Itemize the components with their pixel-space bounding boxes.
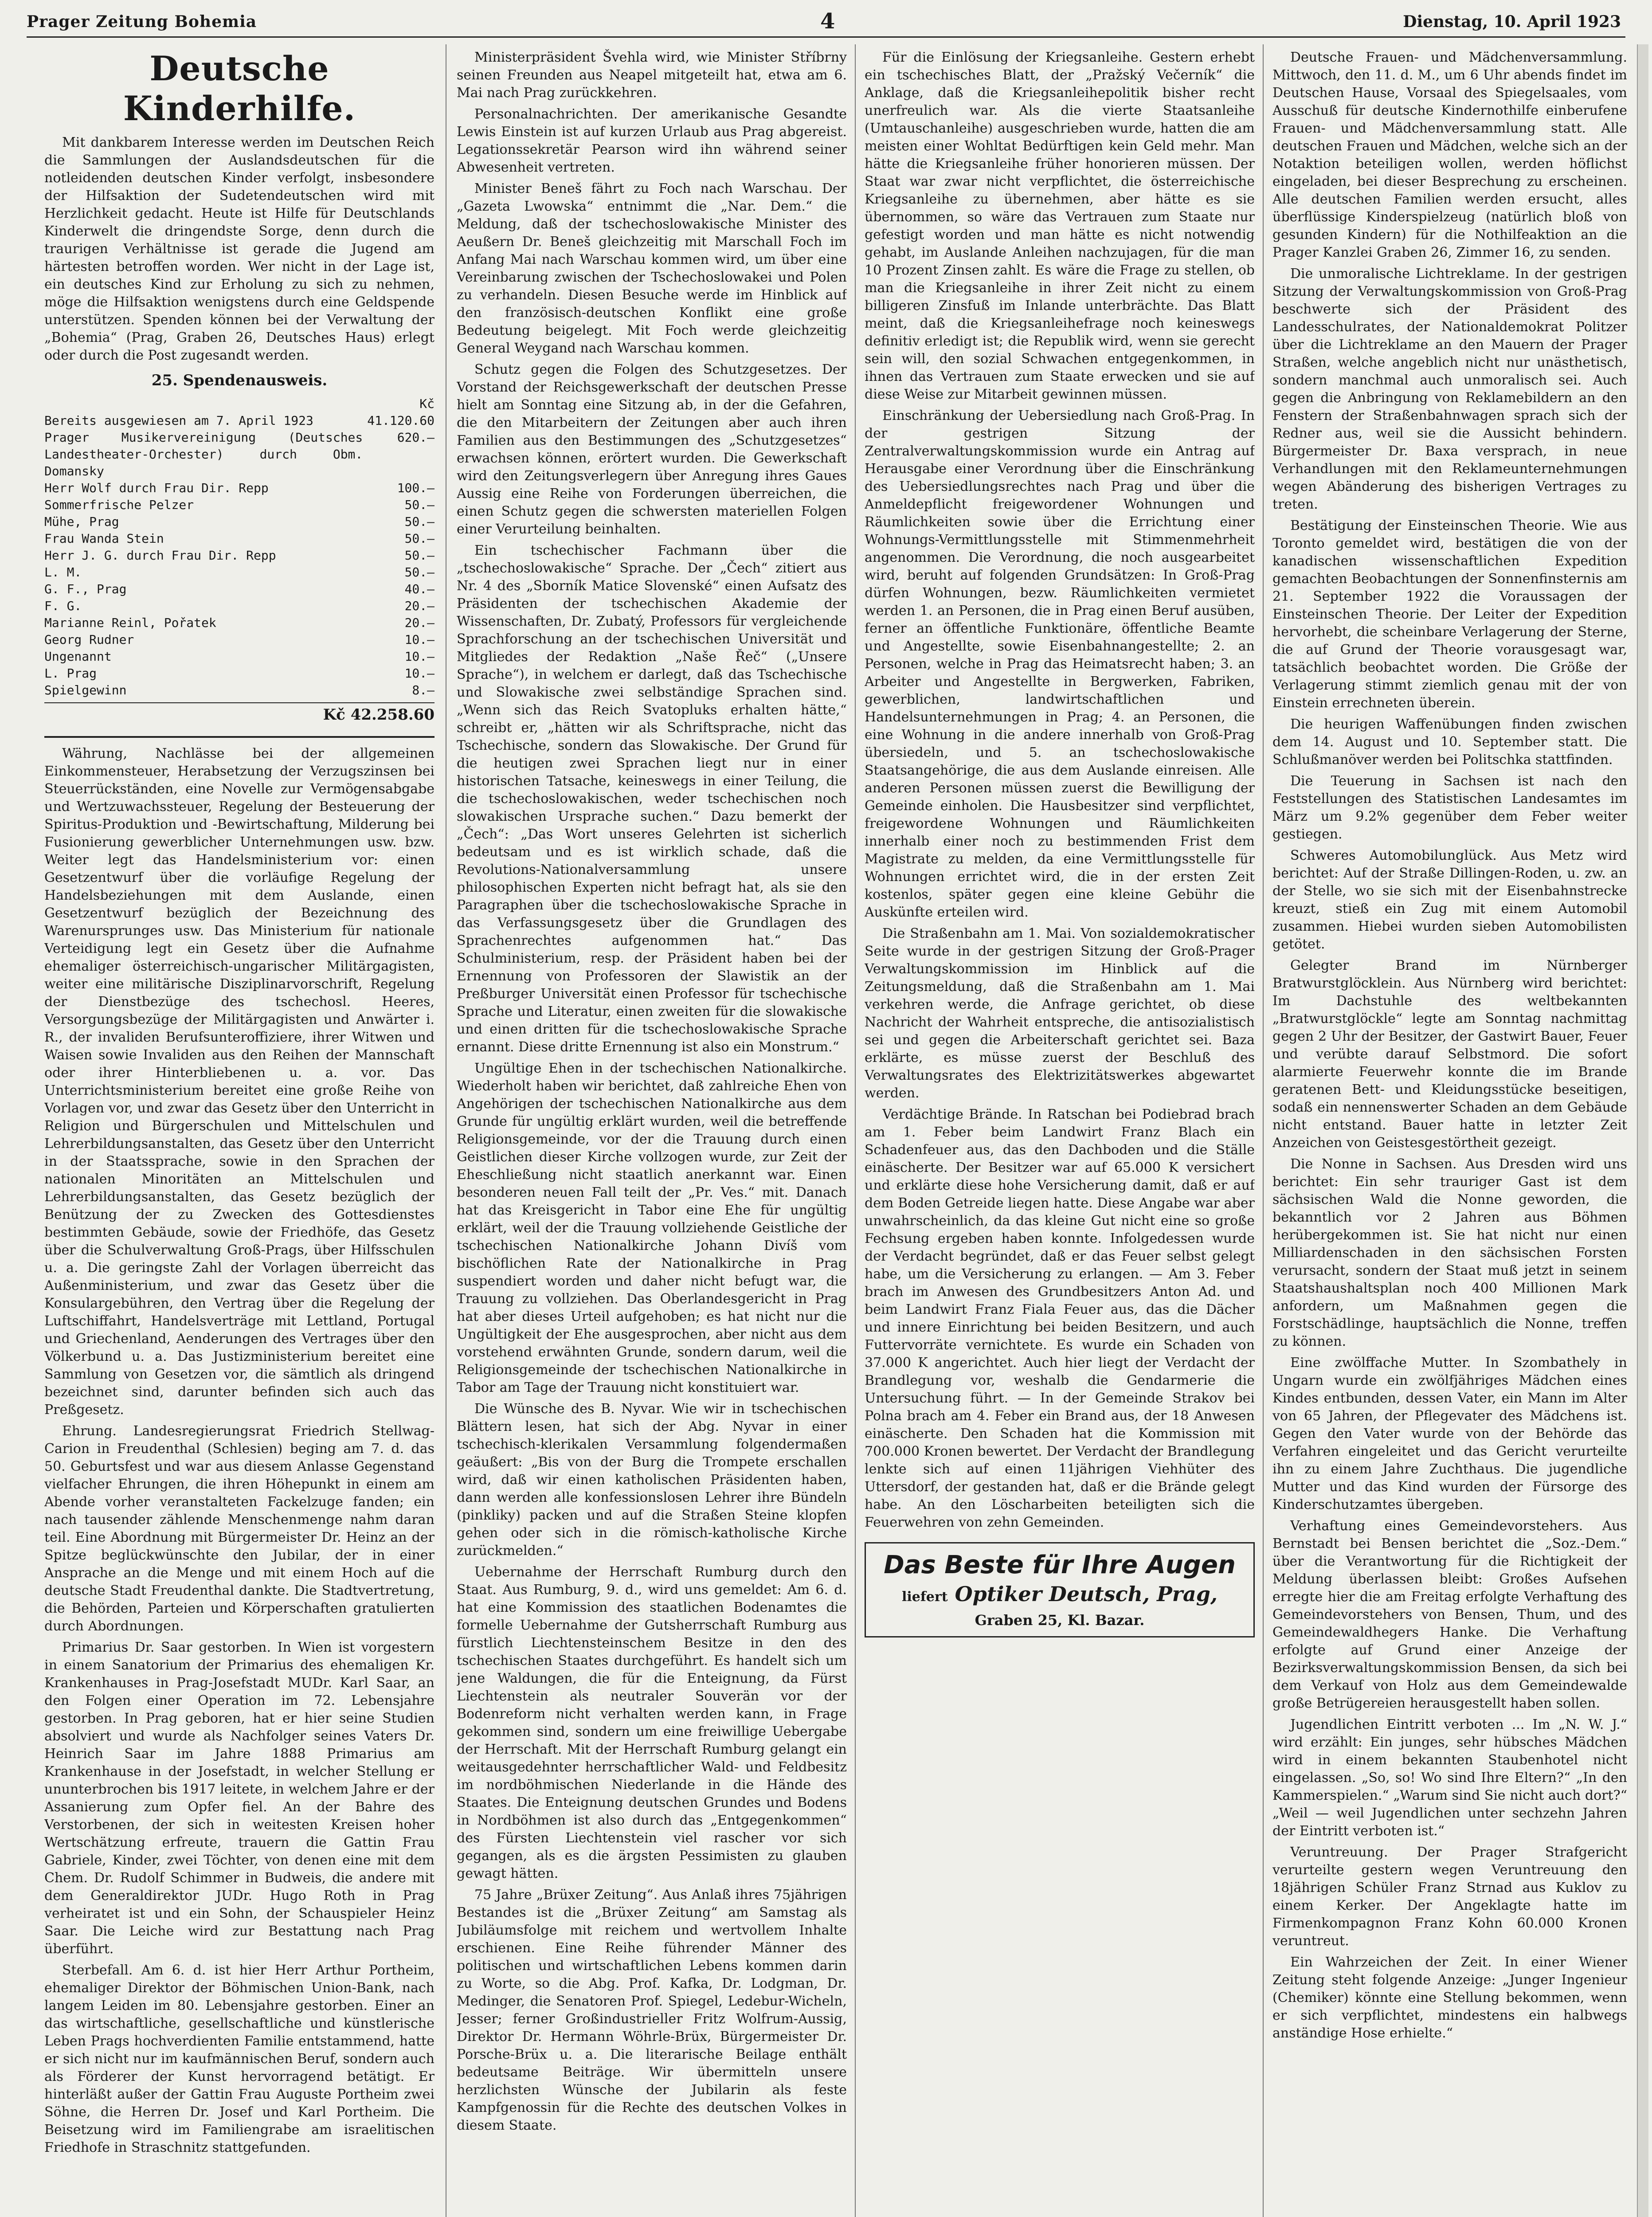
donation-amount: 100.—	[397, 481, 435, 495]
news-paragraph: Währung, Nachlässe bei der allgemeinen Einkommensteuer, Herabsetzung der Verzugszinsen bei Steuerrückständen, eine Novelle zur Vermögensabgabe und Wertzuwachssteuer, Regelung der Besteuerung der Spiritus-Produktion und -Bewirtschaftung, Milderung bei Fusionierung gewerblicher Unternehmungen usw. bzw. Weiter legt das Handelsministerium vor: einen Gesetzentwurf über die vorläufige Regelung der Handelsbeziehungen mit dem Auslande, einen Gesetzentwurf bezüglich der Bezeichnung des Warenursprunges usw. Das Ministerium für nationale Verteidigung legt ein Gesetz über die Aufnahme ehemaliger österreichisch-ungarischer Militärgagisten, weiter eine militärische Disziplinarvorschrift, Regelung der Dienstbezüge des tschechosl. Heeres, Versorgungsbezüge der Militärgagisten und Anwärter i. R., der invaliden Berufsunteroffiziere, ihrer Witwen und Waisen sowie Invaliden aus den Reihen der Mannschaft oder ihrer Hinterbliebenen u. a. vor. Das Unterrichtsministerium bereitet eine große Reihe von Vorlagen vor, und zwar das Gesetz über den Unterricht in Religion und Bürgerschulen und Mittelschulen und Lehrerbildungsanstalten, das Gesetz über den Unterricht in der Staatssprache, sowie in den Sprachen der nationalen Minoritäten an Mittelschulen und Lehrerbildungsanstalten, das Gesetz bezüglich der Benützung der zu Zwecken des Gottesdienstes bestimmten Gebäude, sowie der Friedhöfe, das Gesetz über die Schulverwaltung Groß-Prags, über Hilfsschulen u. a. Die geringste Zahl der Vorlagen überreicht das Außenministerium, und zwar das Gesetz über die Konsulargebühren, den Vertrag über die Regelung der Luftschiffahrt, Handelsverträge mit Lettland, Portugal und Griechenland, Aenderungen des Vertrages über den Völkerbund u. a. Das Justizministerium bereitet eine Sammlung von Gesetzen vor, die sämtlich als dringend bezeichnet sind, darunter befinden sich auch das Preßgesetz.	[44, 746, 435, 1418]
news-paragraph: Die Wünsche des B. Nyvar. Wie wir in tschechischen Blättern lesen, hat sich der Abg. Nyvar in einer tschechisch-klerikalen Versammlung folgendermaßen geäußert: „Bis von der Burg die Trompete erschallen wird, daß wir einen katholischen Präsidenten haben, dann werden alle konfessionslosen Lehrer ihre Bündeln (pinkliky) packen und auf die Straßen Steine klopfen gehen oder sich in die römisch-katholische Kirche zurückmelden.“	[457, 1401, 847, 1559]
news-paragraph: Veruntreuung. Der Prager Strafgericht verurteilte gestern wegen Veruntreuung den 18jährigen Schüler Franz Strnad aus Kuklov zu einem Kerker. Der Angeklagte hatte im Firmenkompagnon Franz Kohn 60.000 Kronen veruntreut.	[1272, 1845, 1627, 1949]
news-paragraph: Primarius Dr. Saar gestorben. In Wien ist vorgestern in einem Sanatorium der Primarius des ehemaligen Kr. Krankenhauses in Prag-Josefstadt MUDr. Karl Saar, an den Folgen einer Operation im 72. Lebensjahre gestorben. In Prag geboren, hat er hier seine Studien absolviert und wurde als Nachfolger seines Vaters Dr. Heinrich Saar im Jahre 1888 Primarius am Krankenhause in der Josefstadt, in welcher Stellung er ununterbrochen bis 1917 leitete, in welchem Jahre er der Assanierung zum Opfer fiel. An der Bahre des Verstorbenen, der sich in weitesten Kreisen hoher Wertschätzung erfreute, trauern die Gattin Frau Gabriele, Kinder, zwei Töchter, von denen eine mit dem Chem. Dr. Rudolf Schimmer in Budweis, die andere mit dem Generaldirektor JUDr. Hugo Roth in Prag verheiratet ist und ein Sohn, der Schauspieler Heinz Saar. Die Leiche wird zur Bestattung nach Prag überführt.	[44, 1640, 435, 1957]
donation-row	[44, 513, 435, 530]
news-paragraph: Schutz gegen die Folgen des Schutzgesetzes. Der Vorstand der Reichsgewerkschaft der deutschen Presse hielt am Sonntag eine Sitzung ab, in der die Gefahren, die den Mitarbeitern der Zeitungen aber auch ihren Familien aus den Bestimmungen des „Schutzgesetzes“ erwachsen können, erörtert wurden. Die Gewerkschaft wird den Zeitungsverlegern über Anregung ihres Gaues Aussig eine Reihe von Forderungen überreichen, die einen Schutz gegen die schwersten materiellen Folgen einer Verurteilung beinhalten.	[457, 362, 847, 537]
donation-amount: 620.—	[397, 430, 435, 445]
article-title: Deutsche Kinderhilfe.	[123, 49, 356, 128]
donor-name: L. M.	[44, 565, 82, 580]
news-paragraph: Verdächtige Brände. In Ratschan bei Podiebrad brach am 1. Feber beim Landwirt Franz Blach ein Schadenfeuer aus, das den Dachboden und die Ställe einäscherte. Der Besitzer war auf 65.000 K versichert und erklärte diese hohe Versicherung damit, daß er auf dem Boden Getreide liegen hatte. Diese Angabe war aber unwahrscheinlich, da das kleine Gut nicht eine so große Fechsung ergeben haben konnte. Infolgedessen wurde der Verdacht begründet, daß er das Feuer selbst gelegt habe, um die Versicherung zu erlangen. — Am 3. Feber brach im Anwesen des Grundbesitzers Anton Ad. und beim Landwirt Franz Fiala Feuer aus, das die Dächer und innere Einrichtung bei beiden Besitzern, und auch Futtervorräte vernichtete. Es wurde ein Schaden von 37.000 K angerichtet. Auch hier liegt der Verdacht der Brandlegung vor, weshalb die Gendarmerie die Untersuchung führt. — In der Gemeinde Strakov bei Polna brach am 4. Feber ein Brand aus, der 18 Anwesen einäscherte. Den Schaden hat die Kommission mit 700.000 Kronen bewertet. Der Verdacht der Brandlegung lenkte sich auf einen 11jährigen Viehhüter des Uttersdorf, der gestanden hat, daß er die Brände gelegt habe. An den Löscharbeiten beteiligten sich die Feuerwehren von zehn Gemeinden.	[865, 1107, 1255, 1530]
news-paragraph: Uebernahme der Herrschaft Rumburg durch den Staat. Aus Rumburg, 9. d., wird uns gemeldet: Am 6. d. hat eine Kommission des staatlichen Bodenamtes die formelle Uebernahme der Gutsherrschaft Rumburg aus fürstlich Liechtensteinschem Besitze in den des tschechischen Staates durchgeführt. Es handelt sich um jene Waldungen, die für die Enteignung, da Fürst Liechtenstein als neutraler Souverän vor der Bodenreform nicht verhalten werden kann, in Frage gekommen sind, sondern um eine freiwillige Uebergabe der Herrschaft. Mit der Herrschaft Rumburg gelangt ein weitausgedehnter herrschaftlicher Wald- und Feldbesitz im nordböhmischen Niederlande in die Hände des Staates. Die Enteignung deutschen Grundes und Bodens in Nordböhmen ist also durch das „Entgegenkommen“ des Fürsten Liechtenstein viel rascher vor sich gegangen, als es die ärgsten Pessimisten zu glauben gewagt hätten.	[457, 1564, 847, 1881]
news-paragraph: Einschränkung der Uebersiedlung nach Groß-Prag. In der gestrigen Sitzung der Zentralverwaltungskommission wurde ein Antrag auf Herausgabe einer Verordnung über die Einschränkung des Uebersiedlungsrechtes nach Prag und über die Anmeldepflicht freigewordener Wohnungen und Räumlichkeiten sowie über die Errichtung einer Wohnungs-Vermittlungsstelle mit Stimmenmehrheit angenommen. Die Verordnung, die noch ausgearbeitet wird, beruht auf folgenden Grundsätzen: In Groß-Prag dürfen Wohnungen, bezw. Räumlichkeiten vermietet werden 1. an Personen, die in Prag einen Beruf ausüben, ferner an öffentliche Funktionäre, öffentliche Beamte und Angestellte, sowie Eisenbahnangestellte; 2. an Personen, welche in Prag das Heimatsrecht haben; 3. an Arbeiter und Angestellte in Bergwerken, Fabriken, gewerblichen, landwirtschaftlichen und Handelsunternehmungen in Prag; 4. an Personen, die eine Wohnung in die andere innerhalb von Groß-Prag übersiedeln, und 5. an tschechoslowakische Staatsangehörige, die aus dem Auslande einreisen. Alle anderen Personen müssen zuerst die Bewilligung der Gemeinde einholen. Die Hausbesitzer sind verpflichtet, freigewordene Wohnungen und Räumlichkeiten innerhalb einer noch zu bestimmenden Frist dem Magistrate zu melden, da eine Vermittlungsstelle für Wohnungen errichtet wird, die in der ersten Zeit kostenlos, später gegen eine kleine Gebühr die Auskünfte erteilen wird.	[865, 408, 1255, 920]
donations-header-row	[44, 396, 435, 412]
donation-amount: 10.—	[404, 649, 435, 664]
donor-name: Marianne Reinl, Pořatek	[44, 615, 216, 630]
column-1	[44, 49, 435, 2217]
donor-name: L. Prag	[44, 666, 97, 681]
news-paragraph: Personalnachrichten. Der amerikanische Gesandte Lewis Einstein ist auf kurzen Urlaub aus Prag abgereist. Legationssekretär Pearson wird ihn während seiner Abwesenheit vertreten.	[457, 106, 847, 175]
news-paragraph: Die unmoralische Lichtreklame. In der gestrigen Sitzung der Verwaltungskommission von Groß-Prag beschwerte sich der Präsident des Landesschulrates, der Nationaldemokrat Politzer über die Lichtreklame an den Mauern der Prager Straßen, welche angeblich nicht nur unästhetisch, sondern manchmal auch unmoralisch sei. Auch gegen die Anbringung von Reklamebildern an den Fenstern der Straßenbahnwagen sprach sich der Redner aus, weil sie die Aussicht behindern. Bürgermeister Dr. Baxa versprach, in neue Verhandlungen mit den Reklameunternehmungen wegen Abänderung des bisherigen Vertrages zu treten.	[1272, 266, 1627, 512]
currency-label: Kč	[419, 396, 435, 411]
donor-name: Mühe, Prag	[44, 514, 119, 529]
donor-name: Bereits ausgewiesen am 7. April 1923	[44, 413, 313, 428]
donation-row	[44, 564, 435, 581]
donation-amount: 40.—	[404, 582, 435, 596]
donor-name: Frau Wanda Stein	[44, 531, 164, 546]
news-paragraph: Minister Beneš fährt zu Foch nach Warschau. Der „Gazeta Lwowska“ entnimmt die „Nar. Dem.“ die Meldung, daß der tschechoslowakische Minister des Aeußern Dr. Beneš gleichzeitig mit Marschall Foch im Anfang Mai nach Warschau kommen wird, um über eine Vereinbarung zwischen der Tschechoslowakei und Polen zu verhandeln. Diesen Besuche werde im Hinblick auf den französisch-deutschen Konflikt eine große Bedeutung beigelegt. Mit Foch werde gleichzeitig General Weygand nach Warschau kommen.	[457, 181, 847, 356]
news-paragraph: Ein Wahrzeichen der Zeit. In einer Wiener Zeitung steht folgende Anzeige: „Junger Ingenieur (Chemiker) könnte eine Stellung bekommen, wenn er sich verpflichtet, mindestens ein halbwegs anständige Hose erhielte.“	[1272, 1955, 1627, 2041]
section-divider	[44, 736, 435, 738]
donation-row	[44, 682, 435, 699]
news-paragraph: Ehrung. Landesregierungsrat Friedrich Stellwag-Carion in Freudenthal (Schlesien) beging am 7. d. das 50. Geburtsfest und war aus diesem Anlasse Gegenstand vielfacher Ehrungen, die ihren Höhepunkt in einem am Abende vorher veranstalteten Fackelzuge fanden; ein nach tausender zählende Menschenmenge nahm daran teil. Eine Abordnung mit Bürgermeister Dr. Heinz an der Spitze beglückwünschte den Jubilar, der in einer Ansprache an die Menge und mit einem Hoch auf die deutsche Stadt Freudenthal dankte. Die Stadtvertretung, die Behörden, Parteien und Körperschaften gratulierten durch Abordnungen.	[44, 1423, 435, 1634]
donations-table	[44, 396, 435, 699]
donor-name: Spielgewinn	[44, 683, 127, 697]
news-paragraph: Verhaftung eines Gemeindevorstehers. Aus Bernstadt bei Bensen berichtet die „Soz.-Dem.“ über die Verantwortung für die Richtigkeit der Meldung überlassen bleibt: Großes Aufsehen erregte hier die am Freitag erfolgte Verhaftung des Gemeindevorstehers von Bensen, Thum, und des Gemeindewaldhegers Hanke. Die Verhaftung erfolgte auf Grund einer Anzeige der Bezirksverwaltungskommission Bensen, da sich bei dem Verkauf von Holz aus dem Gemeindewalde große Betrügereien herausgestellt haben sollen.	[1272, 1518, 1627, 1711]
donation-row	[44, 615, 435, 631]
news-paragraph: Deutsche Frauen- und Mädchenversammlung. Mittwoch, den 11. d. M., um 6 Uhr abends findet im Deutschen Hause, Vorsaal des Spiegelsaales, vom Ausschuß für deutsche Kindernothilfe einberufene Frauen- und Mädchenversammlung statt. Alle deutschen Frauen und Mädchen, welche sich an der Notaktion beteiligen wollen, werden höflichst eingeladen, bei dieser Besprechung zu erscheinen. Alle deutschen Familien werden ersucht, alles überflüssige Kinderspielzeug (natürlich bloß von gesunden Kindern) für die Nothilfeaktion an die Prager Kanzlei Graben 26, Zimmer 16, zu senden.	[1272, 50, 1627, 260]
donation-amount: 10.—	[404, 632, 435, 647]
news-paragraph: Eine zwölffache Mutter. In Szombathely in Ungarn wurde ein zwölfjähriges Mädchen eines Kindes entbunden, dessen Vater, ein Mann im Alter von 65 Jahren, der Pflegevater des Mädchens ist. Gegen den Vater wurde von der Behörde das Verfahren eingeleitet und das Gericht verurteilte ihn zu einem Jahre Zuchthaus. Die jugendliche Mutter und das Kind wurden der Fürsorge des Kinderschutzamtes übergeben.	[1272, 1355, 1627, 1512]
article-intro: Mit dankbarem Interesse werden im Deutschen Reich die Sammlungen der Auslandsdeutschen für die notleidenden deutschen Kinder verfolgt, insbesondere der Hilfsaktion der Sudetendeutschen wird mit Herzlichkeit gedacht. Heute ist Hilfe für Deutschlands Kinderwelt die dringendste Sorge, denn durch die traurigen Verhältnisse ist gerade die Jugend am härtesten betroffen worden. Wer nicht in der Lage ist, ein deutsches Kind zur Erholung zu sich zu nehmen, möge die Hilfsaktion wenigstens durch eine Geldspende unterstützen. Spenden können bei der Verwaltung der „Bohemia“ (Prag, Graben 26, Deutsches Haus) erlegt oder durch die Post zugesandt werden.	[44, 135, 435, 363]
donation-amount: 20.—	[404, 599, 435, 613]
donation-row	[44, 598, 435, 615]
donation-amount: 50.—	[404, 497, 435, 512]
news-paragraph: Bestätigung der Einsteinschen Theorie. Wie aus Toronto gemeldet wird, bestätigen die von der kanadischen wissenschaftlichen Expedition gemachten Beobachtungen der Sonnenfinsternis am 21. September 1922 die Voraussagen der Einsteinschen Theorie. Der Leiter der Expedition hervorhebt, die scheinbare Verlagerung der Sterne, die auf Grund der Theorie vorausgesagt war, tatsächlich beobachtet worden. Die Größe der Verlagerung stimmt ziemlich genau mit der von Einstein errechneten überein.	[1272, 518, 1627, 711]
donation-row	[44, 631, 435, 648]
donor-name: Sommerfrische Pelzer	[44, 497, 194, 512]
donation-row	[44, 547, 435, 564]
news-paragraph: Die Nonne in Sachsen. Aus Dresden wird uns berichtet: Ein sehr trauriger Gast ist dem sächsischen Wald die Nonne geworden, die bekanntlich vor 2 Jahren aus Böhmen herübergekommen ist. Sie hat nicht nur einen Milliardenschaden in den sächsischen Forsten verursacht, sondern der Staat muß jetzt in seinem Staatshaushaltsplan noch 400 Millionen Mark anfordern, um Maßnahmen gegen die Forstschädlinge, hauptsächlich die Nonne, treffen zu können.	[1272, 1156, 1627, 1349]
news-paragraph: Gelegter Brand im Nürnberger Bratwurstglöcklein. Aus Nürnberg wird berichtet: Im Dachstuhle des weltbekannten „Bratwurstglöckle“ legte am Sonntag nachmittag gegen 2 Uhr der Besitzer, der Gastwirt Bauer, Feuer und verübte darauf Selbstmord. Die sofort alarmierte Feuerwehr konnte die im Brande geratenen Bett- und Kleidungsstücke beseitigen, sodaß ein nennenswerter Schaden an dem Gebäude nicht entstand. Bauer hatte in letzter Zeit Anzeichen von Geistesgestörtheit gezeigt.	[1272, 958, 1627, 1151]
donor-name: Herr Wolf durch Frau Dir. Repp	[44, 481, 269, 495]
ad-slogan: Das Beste für Ihre Augen	[884, 1551, 1236, 1579]
donation-row	[44, 429, 435, 480]
news-paragraph: Für die Einlösung der Kriegsanleihe. Gestern erhebt ein tschechisches Blatt, der „Pražský Večerník“ die Anklage, daß die Kriegsanleihepolitik bisher recht unerfreulich war. Als die vierte Staatsanleihe (Umtauschanleihe) ausgeschrieben wurde, hatten die am meisten einer Wohltat Bedürftigen kein Geld mehr. Man hätte die Kriegsanleihe früher honorieren müssen. Der Staat war zwar nicht verpflichtet, die österreichische Kriegsanleihe zu übernehmen, aber hätte es sie übernommen, so wäre das Vertrauen zum Staate nur gefestigt worden und man hätte es nicht notwendig gehabt, im Auslande Anleihen nachzujagen, für die man 10 Prozent Zinsen zahlt. Es wäre die Frage zu stellen, ob man die Kriegsanleihe in ihrer Zeit nicht zu einem billigeren Zinsfuß im Inlande unterbrächte. Das Blatt meint, daß die Kriegsanleihefrage noch keineswegs definitiv erledigt ist; die Republik wird, wenn sie gerecht sein will, den sozial Schwachen entgegenkommen, in ihnen das Vertrauen zum Staate erwecken und sie auf diese Weise zur Mitarbeit gewinnen müssen.	[865, 50, 1255, 402]
donation-row	[44, 648, 435, 665]
donations-total: Kč 42.258.60	[44, 702, 435, 724]
page-number: 4	[820, 9, 835, 34]
donation-row	[44, 530, 435, 547]
news-paragraph: Die heurigen Waffenübungen finden zwischen dem 14. August und 10. September statt. Die Schlußmanöver werden bei Politschka stattfinden.	[1272, 717, 1627, 768]
header-rule	[27, 36, 1625, 38]
ad-address: Graben 25, Kl. Bazar.	[975, 1612, 1145, 1629]
news-paragraph: Jugendlichen Eintritt verboten ... Im „N. W. J.“ wird erzählt: Ein junges, sehr hübsches Mädchen wird in einem bekannten Staubenhotel nicht eingelassen. „So, so! Wo sind Ihre Eltern?“ „In den Kammerspielen.“ „Warum sind Sie nicht auch dort?“ „Weil — weil Jugendlichen unter sechzehn Jahren der Eintritt verboten ist.“	[1272, 1717, 1627, 1839]
news-paragraph: Die Teuerung in Sachsen ist nach den Feststellungen des Statistischen Landesamtes im März um 9.2% gegenüber dem Feber weiter gestiegen.	[1272, 773, 1627, 842]
donations-title: 25. Spendenausweis.	[151, 372, 328, 389]
ad-maker-name: Optiker Deutsch, Prag,	[955, 1582, 1217, 1606]
donation-row	[44, 497, 435, 513]
donor-name: G. F., Prag	[44, 582, 127, 596]
column-4	[1272, 49, 1627, 2217]
optician-advertisement	[865, 1542, 1255, 1637]
page-header	[0, 0, 1652, 44]
donation-row	[44, 412, 435, 429]
paper-name: Prager Zeitung Bohemia	[27, 12, 257, 31]
donation-amount: 50.—	[404, 531, 435, 546]
donation-amount: 8.—	[412, 683, 435, 697]
column-2	[457, 49, 847, 2217]
ad-maker-prefix: liefert	[902, 1589, 948, 1605]
donation-row	[44, 665, 435, 682]
news-paragraph: Sterbefall. Am 6. d. ist hier Herr Arthur Portheim, ehemaliger Direktor der Böhmischen Union-Bank, nach langem Leiden im 80. Lebensjahre gestorben. Einer an das wirtschaftliche, gesellschaftliche und künstlerische Leben Prags hochverdienten Familie entstammend, hatte er sich nicht nur im kaufmännischen Beruf, sondern auch als Förderer der Kunst hervorragend betätigt. Er hinterläßt außer der Gattin Frau Auguste Portheim zwei Söhne, die Herren Dr. Josef und Karl Portheim. Die Beisetzung wird im Familiengrabe am israelitischen Friedhofe in Straschnitz stattgefunden.	[44, 1962, 435, 2155]
news-paragraph: Schweres Automobilunglück. Aus Metz wird berichtet: Auf der Straße Dillingen-Roden, u. zw. an der Stelle, wo sie sich mit der Eisenbahnstrecke kreuzt, stieß ein Zug mit einem Automobil zusammen. Hiebei wurden sieben Automobilisten getötet.	[1272, 848, 1627, 952]
donor-name: F. G.	[44, 599, 82, 613]
column-rule	[1263, 44, 1264, 2217]
column-rule	[855, 44, 856, 2217]
donor-name: Herr J. G. durch Frau Dir. Repp	[44, 548, 276, 563]
donor-name: Ungenannt	[44, 649, 112, 664]
donor-name: Prager Musikervereinigung (Deutsches Landestheater-Orchester) durch Obm. Domansky	[44, 430, 363, 478]
donation-amount: 50.—	[404, 514, 435, 529]
scan-edge	[1637, 44, 1648, 2217]
donation-amount: 10.—	[404, 666, 435, 681]
donation-amount: 50.—	[404, 565, 435, 580]
donation-amount: 41.120.60	[367, 413, 435, 428]
donation-amount: 20.—	[404, 615, 435, 630]
column-3	[865, 49, 1255, 2217]
news-paragraph: Die Straßenbahn am 1. Mai. Von sozialdemokratischer Seite wurde in der gestrigen Sitzung der Groß-Prager Verwaltungskommission im Hinblick auf die Zeitungsmeldung, daß die Straßenbahn am 1. Mai verkehren werde, die Anfrage gerichtet, ob diese Nachricht der Wahrheit entspreche, die antisozialistisch sei und gegen die Arbeiterschaft gerichtet sei. Baza erklärte, es müsse zuerst der Beschluß des Verwaltungsrates des Elektrizitätswerkes abgewartet werden.	[865, 926, 1255, 1101]
news-paragraph: 75 Jahre „Brüxer Zeitung“. Aus Anlaß ihres 75jährigen Bestandes ist die „Brüxer Zeitung“ am Samstag als Jubiläumsfolge mit reichem und wertvollem Inhalte erschienen. Eine Reihe führender Männer des politischen und wirtschaftlichen Lebens kommen darin zu Worte, so die Abg. Prof. Kafka, Dr. Lodgman, Dr. Medinger, die Senatoren Prof. Spiegel, Ledebur-Wicheln, Jesser; ferner Großindustrieller Fritz Wolfrum-Aussig, Direktor Dr. Hermann Wöhrle-Brüx, Bürgermeister Dr. Porsche-Brüx u. a. Die literarische Beilage enthält bedeutsame Beiträge. Wir übermitteln unsere herzlichsten Wünsche der Jubilarin als feste Kampfgenossin für die Rechte des deutschen Volkes in diesem Staate.	[457, 1887, 847, 2133]
donation-row	[44, 480, 435, 497]
news-paragraph: Ministerpräsident Švehla wird, wie Minister Stříbrny seinen Freunden aus Neapel mitgeteilt hat, etwa am 6. Mai nach Prag zurückkehren.	[457, 50, 847, 101]
ad-maker	[874, 1581, 1245, 1610]
issue-date: Dienstag, 10. April 1923	[1403, 12, 1621, 31]
donation-amount: 50.—	[404, 548, 435, 563]
donation-row	[44, 581, 435, 598]
donor-name: Georg Rudner	[44, 632, 134, 647]
news-paragraph: Ungültige Ehen in der tschechischen Nationalkirche. Wiederholt haben wir berichtet, daß zahlreiche Ehen von Angehörigen der tschechischen Nationalkirche aus dem Grunde für ungültig erklärt wurden, weil die betreffende Religionsgemeinde, vor der die Trauung durch einen Geistlichen dieser Kirche vollzogen wurde, zur Zeit der Eheschließung nicht staatlich anerkannt war. Einen besonderen neuen Fall teilt der „Pr. Ves.“ mit. Danach hat das Kreisgericht in Tabor eine Ehe für ungültig erklärt, weil der die Trauung vollziehende Geistliche der tschechischen Nationalkirche Johann Divíš vom bischöflichen Rate der Nationalkirche in Prag suspendiert worden und daher nicht befugt war, die Trauung zu vollziehen. Das Oberlandesgericht in Prag hat aber dieses Urteil aufgehoben; es hat nicht nur die Ungültigkeit der Ehe ausgesprochen, aber nicht aus dem vorstehend erwähnten Grunde, sondern darum, weil die Religionsgemeinde der tschechischen Nationalkirche in Tabor am Tage der Trauung nicht konstituiert war.	[457, 1061, 847, 1395]
news-paragraph: Ein tschechischer Fachmann über die „tschechoslowakische“ Sprache. Der „Čech“ zitiert aus Nr. 4 des „Sborník Matice Slovenské“ einen Aufsatz des Präsidenten der tschechischen Akademie der Wissenschaften, Dr. Zubatý, Professors für vergleichende Sprachforschung an der tschechischen Universität und Mitgliedes der Redaktion „Naše Řeč“ („Unsere Sprache“), in welchem er darlegt, daß das Tschechische und Slowakische zwei selbständige Sprachen sind. „Wenn sich das Reich Svatopluks erhalten hätte,“ schreibt er, „hätten wir als Schriftsprache, nicht das Tschechische, sondern das Slowakische. Der Grund für die heutigen zwei Sprachen liegt nur in einer historischen Tatsache, keineswegs in einer Teilung, die die tschechoslowakischen, weder tschechischen noch slowakischen Ursprache suchen.“ Dazu bemerkt der „Čech“: „Das Wort unseres Gelehrten ist sicherlich bedeutsam und es ist wirklich schade, daß die Revolutions-Nationalversammlung unsere philosophischen Experten nicht befragt hat, als sie den Paragraphen über die tschechoslowakische Sprache in das Verfassungsgesetz über die Grundlagen des Sprachenrechtes aufgenommen hat.“ Das Schulministerium, resp. der Präsident haben bei der Ernennung von Professoren der Slawistik an der Preßburger Universität einen Professor für tschechische Sprache und Literatur, einen zweiten für die slowakische und einen dritten für die tschechoslowakische Sprache ernannt. Diese dritte Ernennung ist also ein Monstrum.“	[457, 543, 847, 1055]
